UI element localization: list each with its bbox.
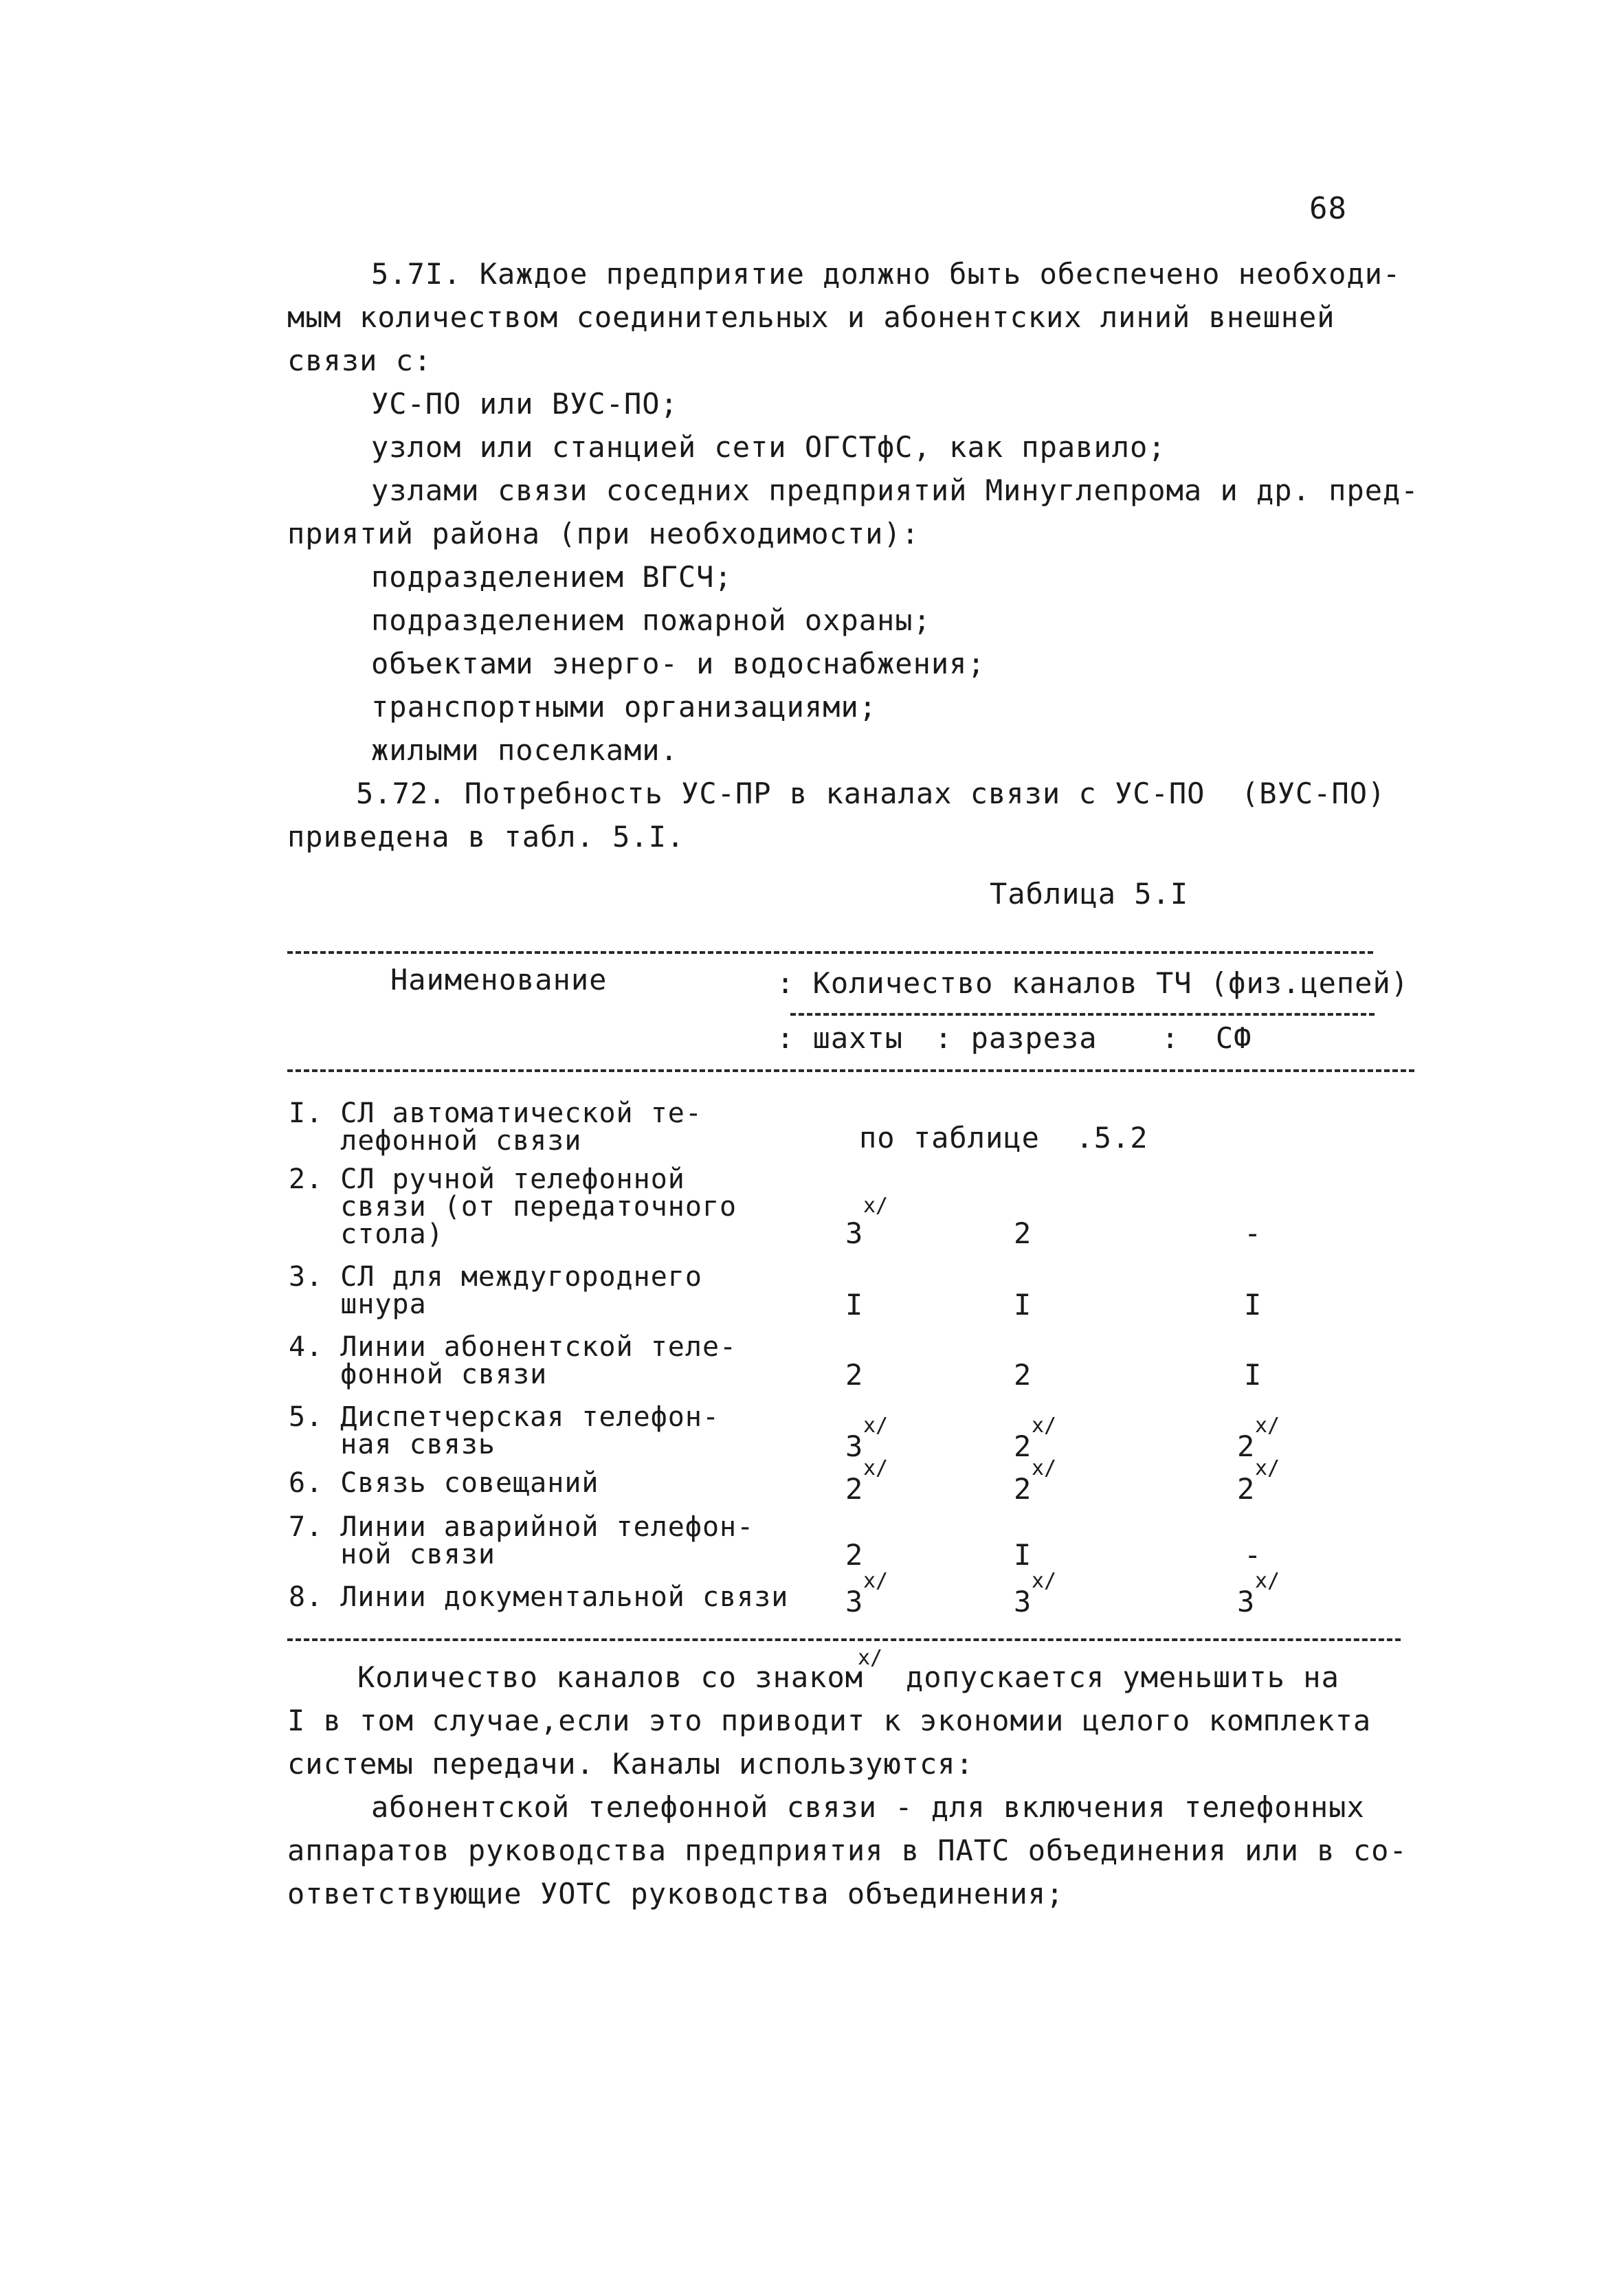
table-caption: Таблица 5.I <box>990 877 1189 911</box>
table-row-label: 2. СЛ ручной телефонной <box>289 1163 685 1195</box>
table-cell-mark: x/ <box>1032 1569 1057 1593</box>
table-cell-pit: 3 <box>1014 1585 1032 1618</box>
table-row-label: 5. Диспетчерская телефон- <box>289 1401 720 1433</box>
table-row-label: 8. Линии документальной связи <box>289 1581 789 1613</box>
para-572-line2: приведена в табл. 5.I. <box>287 820 685 854</box>
table-cell-pit: 2 <box>1014 1216 1032 1250</box>
list-item: УС-ПО или ВУС-ПО; <box>371 387 678 421</box>
table-row-label: ной связи <box>289 1539 496 1570</box>
table-cell-pit: I <box>1014 1538 1032 1572</box>
note-mark: x/ <box>858 1646 883 1670</box>
table-row-label: связи (от передаточного <box>289 1191 737 1223</box>
list-item: подразделением ВГСЧ; <box>371 560 733 594</box>
usage-line2: аппаратов руководства предприятия в ПАТС объединения или в со- <box>287 1834 1408 1867</box>
table-cell-mark: x/ <box>863 1194 889 1218</box>
table-cell-mark: x/ <box>863 1456 889 1480</box>
table-cell-mine: I <box>845 1288 864 1322</box>
para-571-line1: 5.7I. Каждое предприятие должно быть обеспечено необходи- <box>371 257 1401 291</box>
table-cell-mark: x/ <box>863 1569 889 1593</box>
table-subhead-mine: : шахты <box>777 1021 904 1055</box>
table-cell-pit: I <box>1014 1288 1032 1322</box>
table-cell-mark: x/ <box>1255 1569 1280 1593</box>
usage-line3: ответствующие УОТС руководства объединения; <box>287 1877 1065 1911</box>
para-572-line1: 5.72. Потребность УС-ПР в каналах связи с УС-ПО (ВУС-ПО) <box>356 777 1386 810</box>
table-cell-sf: - <box>1244 1538 1263 1572</box>
table-cell-mark: x/ <box>1032 1456 1057 1480</box>
note-line2: I в том случае,если это приводит к экономии целого комплекта <box>287 1704 1372 1737</box>
table-row-label: стола) <box>289 1218 444 1250</box>
table-subhead-sf: : СФ <box>1161 1021 1252 1055</box>
table-cell-mark: x/ <box>863 1414 889 1438</box>
list-item: жилыми поселками. <box>371 733 678 767</box>
table-cell-sf: I <box>1244 1288 1263 1322</box>
list-item: узлами связи соседних предприятий Минуглепрома и др. пред- <box>371 474 1419 507</box>
para-571-line3: связи с: <box>287 344 432 377</box>
table-cell-mine: 3 <box>845 1585 864 1618</box>
list-item: узлом или станцией сети ОГСТфС, как правило; <box>371 430 1166 464</box>
table-row-label: 7. Линии аварийной телефон- <box>289 1511 755 1543</box>
table-row-label: фонной связи <box>289 1359 548 1390</box>
table-cell-mark: x/ <box>1032 1414 1057 1438</box>
list-item-continuation: приятий района (при необходимости): <box>287 517 920 550</box>
table-head-group: : Количество каналов ТЧ (физ.цепей) <box>777 966 1410 1000</box>
note-line1-end: допускается уменьшить на <box>906 1660 1339 1694</box>
table-cell-sf: 2 <box>1237 1429 1256 1463</box>
table-cell-sf: 2 <box>1237 1472 1256 1506</box>
table-cell-mark: x/ <box>1255 1456 1280 1480</box>
list-item: подразделением пожарной охраны; <box>371 603 931 637</box>
table-cell-sf: - <box>1244 1216 1263 1250</box>
table-row-label: шнура <box>289 1289 427 1320</box>
table-row-label: ная связь <box>289 1429 496 1460</box>
table-cell-mine: 2 <box>845 1358 864 1392</box>
table-subhead-pit: : разреза <box>935 1021 1098 1055</box>
usage-line1: абонентской телефонной связи - для включения телефонных <box>371 1790 1365 1824</box>
table-cell-mine: 3 <box>845 1429 864 1463</box>
table-head-subrule <box>790 1013 1375 1016</box>
table-cell-pit: 2 <box>1014 1358 1032 1392</box>
note-line1-start: Количество каналов со знаком <box>357 1660 864 1694</box>
table-top-rule <box>287 951 1373 954</box>
list-item: транспортными организациями; <box>371 690 878 724</box>
table-row-label: 4. Линии абонентской теле- <box>289 1331 737 1363</box>
note-line3: системы передачи. Каналы используются: <box>287 1747 974 1781</box>
table-cell-pit: 2 <box>1014 1472 1032 1506</box>
para-571-line2: мым количеством соединительных и абонентских линий внешней <box>287 300 1335 334</box>
table-cell-sf: I <box>1244 1358 1263 1392</box>
table-row-label: лефонной связи <box>289 1125 582 1157</box>
table-row-span-note: по таблице .5.2 <box>859 1121 1148 1155</box>
table-cell-pit: 2 <box>1014 1429 1032 1463</box>
table-cell-sf: 3 <box>1237 1585 1256 1618</box>
table-cell-mark: x/ <box>1255 1414 1280 1438</box>
list-item: объектами энерго- и водоснабжения; <box>371 647 986 680</box>
table-row-label: 3. СЛ для междугороднего <box>289 1261 702 1293</box>
table-cell-mine: 2 <box>845 1538 864 1572</box>
table-head-rule <box>287 1069 1414 1072</box>
table-bottom-rule <box>287 1638 1401 1641</box>
table-head-name: Наименование <box>390 963 608 996</box>
table-cell-mine: 3 <box>845 1216 864 1250</box>
table-row-label: 6. Связь совещаний <box>289 1467 599 1499</box>
table-cell-mine: 2 <box>845 1472 864 1506</box>
table-row-label: I. СЛ автоматической те- <box>289 1098 702 1129</box>
page-number: 68 <box>1309 191 1347 226</box>
